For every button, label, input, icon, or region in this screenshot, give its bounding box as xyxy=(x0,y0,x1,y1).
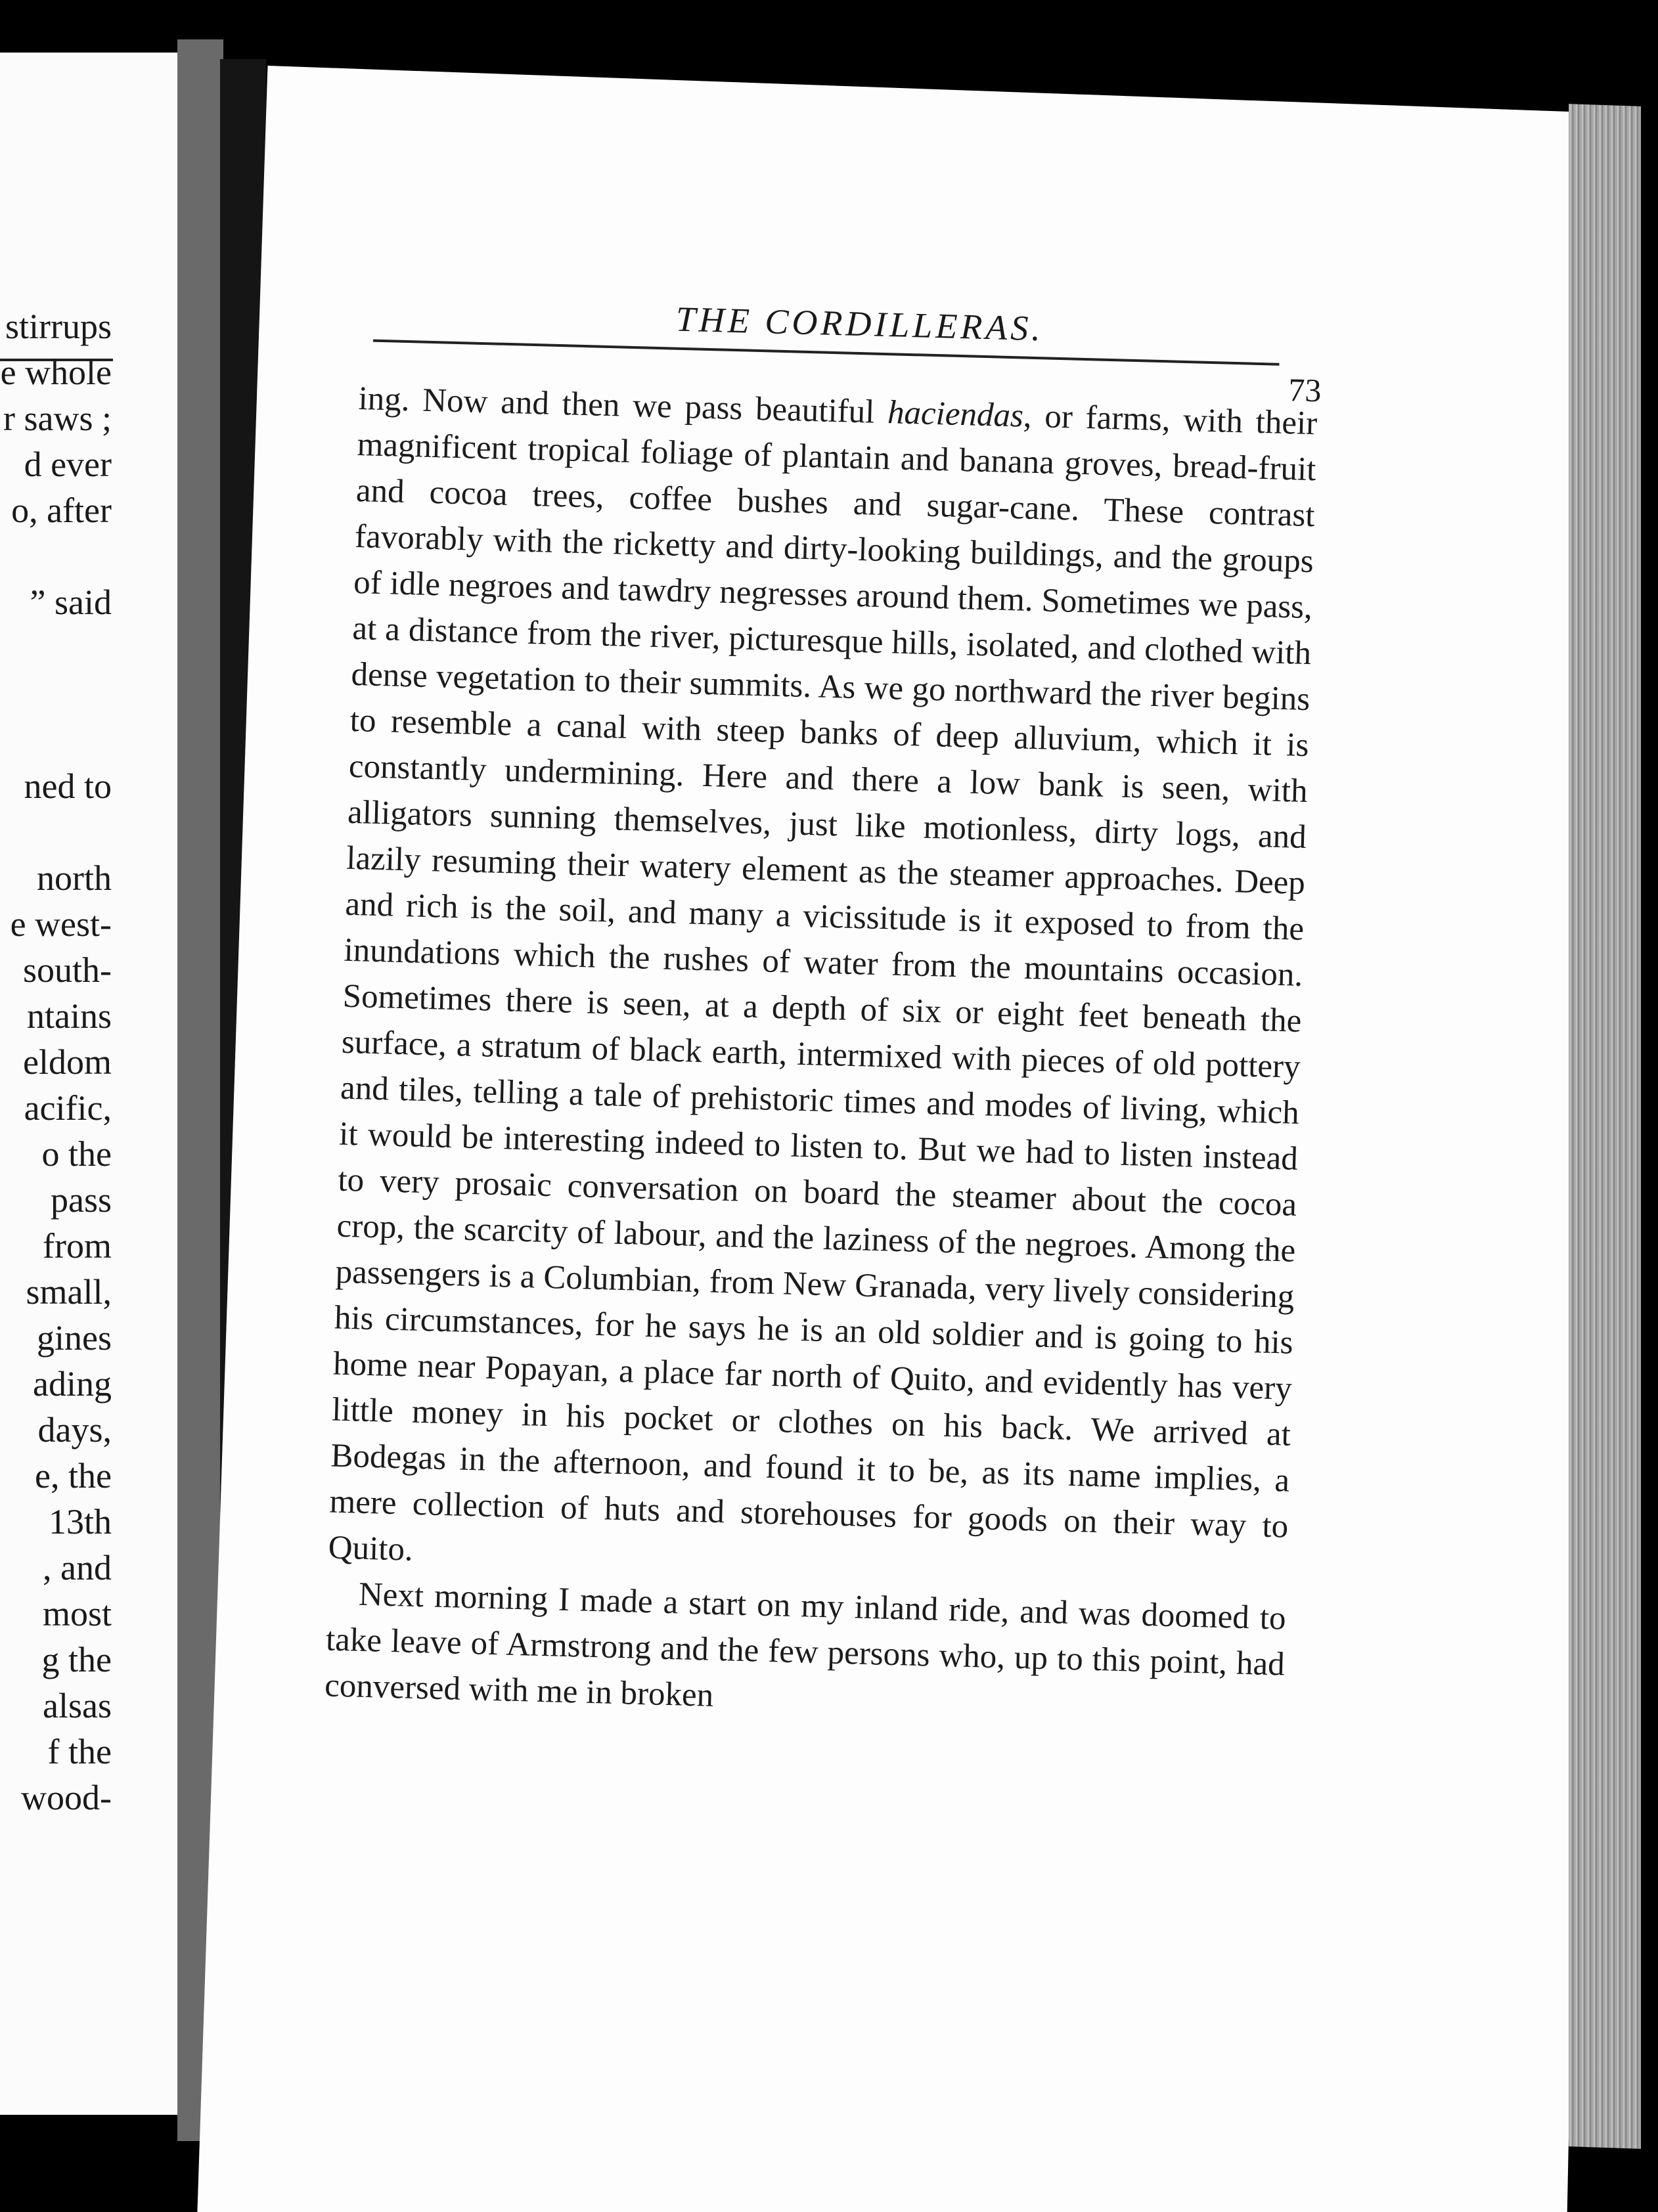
left-page-line: ned to xyxy=(24,766,112,806)
left-page-line: pass xyxy=(51,1180,112,1220)
left-page-line: gines xyxy=(37,1318,112,1358)
left-page-line: small, xyxy=(26,1272,112,1312)
paragraph-1-italic: haciendas xyxy=(887,394,1024,435)
left-page-line: north xyxy=(37,858,112,898)
page-number: 73 xyxy=(1288,371,1322,409)
left-page-line: 13th xyxy=(48,1502,112,1541)
left-page-line: r saws ; xyxy=(3,399,112,438)
left-page-line: d ever xyxy=(24,445,112,484)
left-page-line: ntains xyxy=(27,996,112,1036)
paragraph-1 xyxy=(328,376,1318,1596)
paragraph-2: Next morning I made a start on my inland ride, and was doomed to take leave of Armstrong and the few persons who, up to this point, had conversed with me in broken xyxy=(324,1576,1287,1714)
left-page-line: from xyxy=(43,1226,112,1266)
left-page-line: days, xyxy=(37,1410,112,1449)
left-page-line: stirrups xyxy=(5,307,112,346)
left-page-line: e, the xyxy=(35,1456,112,1495)
left-page-line: e whole xyxy=(0,353,112,392)
left-page-line: ” said xyxy=(30,583,112,622)
paragraph-1-text-b: , or farms, with their magnificent tropical foliage of plantain and banana groves, bread-fruit and cocoa trees, coffee bushes and sugar-cane. These contrast favorably with the ricketty and dirty-looking buildings, and the groups of idle negroes and tawdry negresses around them. Sometimes we pass, at a distance from the river, picturesque hills, isolated, and clothed with dense vegetation to their summits. As we go northward the river begins to resemble a canal with steep banks of deep alluvium, which it is constantly undermining. Here and there a low bank is seen, with alligators sunning themselves, just like motionless, dirty logs, and lazily resuming their watery element as the steamer approaches. Deep and rich is the soil, and many a vicissitude is it exposed to from the inundations which the rushes of water from the mountains occasion. Sometimes there is seen, at a depth of six or eight feet beneath the surface, a stratum of black earth, intermixed with pieces of old pottery and tiles, telling a tale of prehistoric times and modes of living, which it would be interesting indeed to listen to. But we had to listen instead to very prosaic conversation on board the steamer about the cocoa crop, the scarcity of labour, and the laziness of the negroes. Among the passengers is a Columbian, from New Granada, very lively considering his circumstances, for he says he is an old soldier and is going to his home near Popayan, a place far north of Quito, and evidently has very little money in his pocket or clothes on his back. We arrived at Bodegas in the afternoon, and found it to be, as its name implies, a mere collection of huts and storehouses for goods on their way to Quito. xyxy=(328,397,1318,1568)
left-page-line: , and xyxy=(43,1548,112,1587)
left-page-line: o, after xyxy=(11,491,112,530)
left-page-line: ading xyxy=(33,1364,112,1404)
left-page-line: alsas xyxy=(43,1686,112,1725)
left-page-line: wood- xyxy=(21,1778,112,1817)
paragraph-1-text-a: ing. Now and then we pass beautiful xyxy=(357,380,888,431)
running-head: THE CORDILLERAS. xyxy=(675,299,1044,349)
left-page xyxy=(0,53,177,2115)
left-page-line: e west- xyxy=(10,904,112,944)
left-page-line: acific, xyxy=(24,1088,112,1128)
page-edges xyxy=(1569,104,1641,2149)
left-page-line: most xyxy=(42,1594,112,1633)
body-text xyxy=(324,376,1318,1734)
left-page-line: g the xyxy=(41,1640,112,1679)
left-page-line: eldom xyxy=(23,1042,112,1082)
left-page-line: f the xyxy=(47,1732,112,1771)
left-page-line: south- xyxy=(23,950,112,990)
left-page-line: o the xyxy=(41,1134,112,1174)
